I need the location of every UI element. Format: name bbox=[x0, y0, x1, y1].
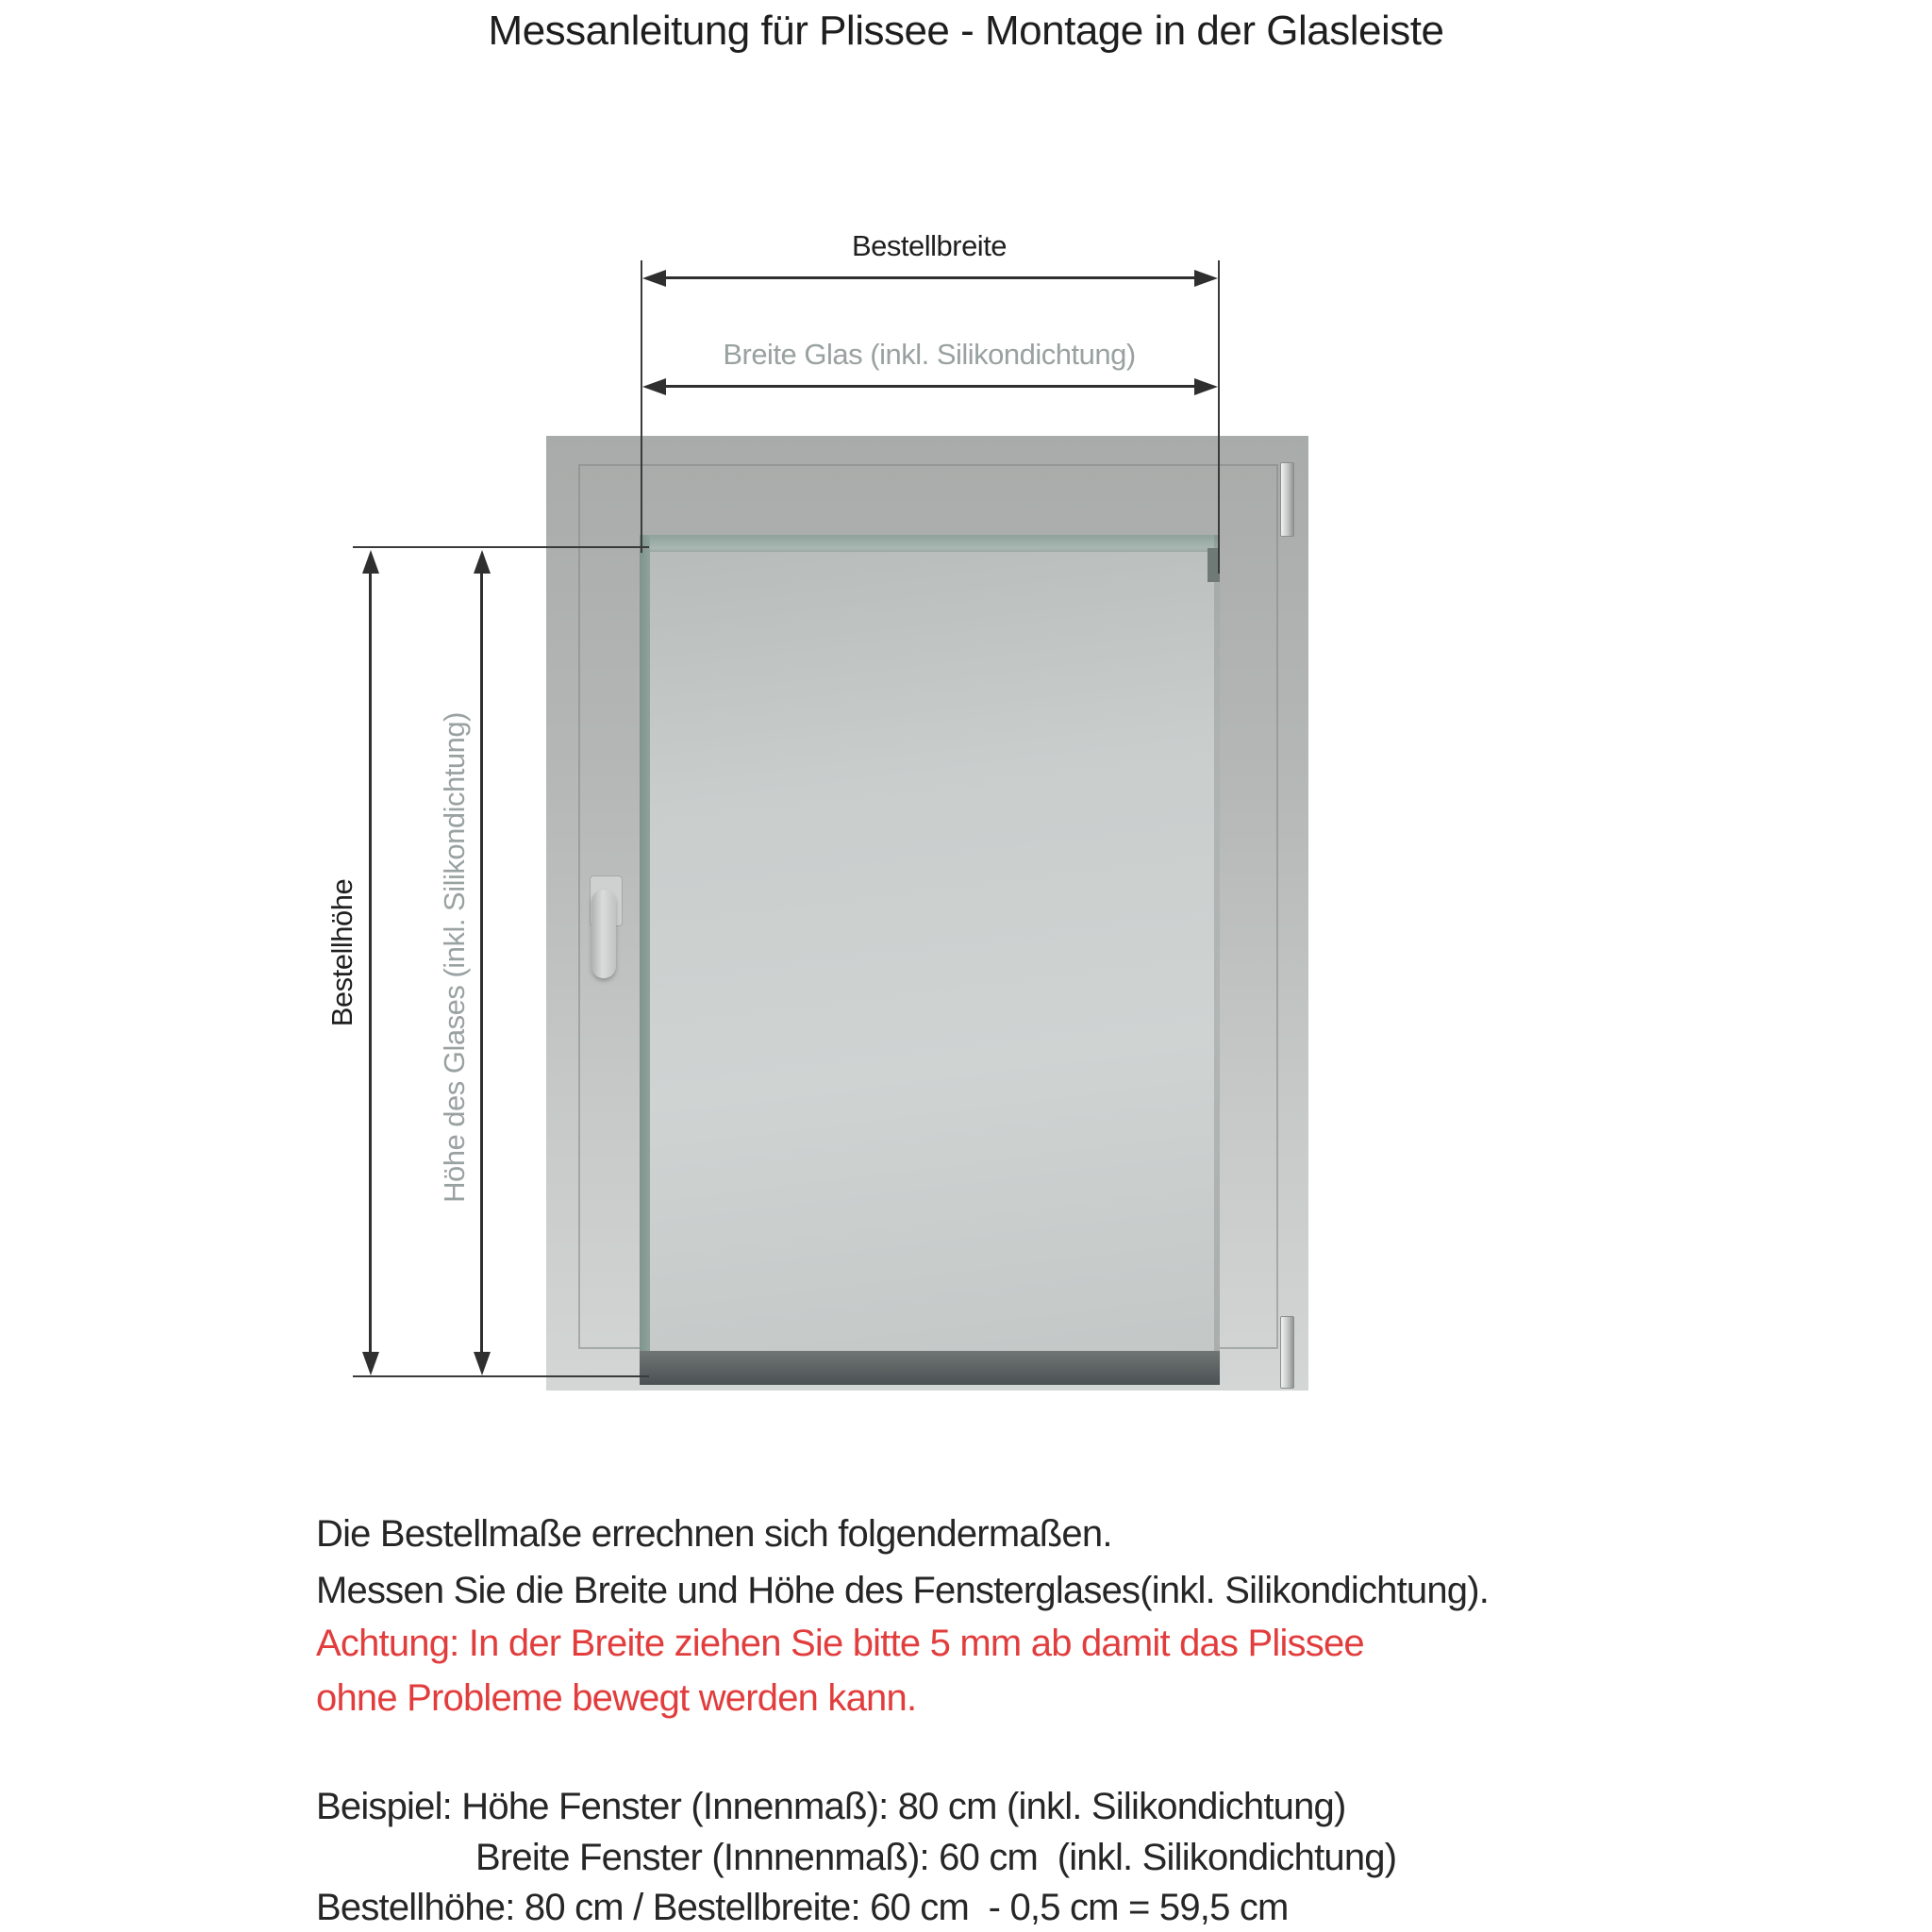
order-width-arrow bbox=[642, 269, 1218, 288]
glazing-bead-bottom bbox=[640, 1351, 1220, 1385]
arrow-head-right-icon bbox=[1194, 270, 1218, 287]
example-line-2: Breite Fenster (Innnenmaß): 60 cm (inkl. Silikondichtung) bbox=[475, 1837, 1397, 1878]
extension-line-bottom-horizontal bbox=[353, 1375, 649, 1377]
window-handle bbox=[591, 890, 616, 978]
glass-width-label: Breite Glas (inkl. Silikondichtung) bbox=[723, 338, 1136, 371]
glass-height-arrow bbox=[473, 550, 491, 1375]
glass-height-label: Höhe des Glases (inkl. Silikondichtung) bbox=[438, 712, 471, 1203]
extension-line-right-vertical bbox=[1218, 260, 1220, 574]
extension-line-left-vertical bbox=[641, 260, 642, 553]
window-glass bbox=[640, 535, 1220, 1385]
window-hinge-top bbox=[1280, 462, 1294, 537]
arrow-head-down-icon bbox=[362, 1352, 379, 1375]
glazing-bead-right bbox=[1214, 535, 1220, 1385]
arrow-head-right-icon bbox=[1194, 378, 1218, 395]
page-title: Messanleitung für Plissee - Montage in der Glasleiste bbox=[488, 8, 1444, 54]
warning-line-2: ohne Probleme bewegt werden kann. bbox=[316, 1677, 917, 1719]
window-hinge-bottom bbox=[1280, 1316, 1294, 1389]
glass-width-arrow bbox=[642, 377, 1218, 396]
window-frame bbox=[546, 436, 1308, 1391]
order-height-arrow bbox=[361, 550, 380, 1375]
arrow-head-down-icon bbox=[474, 1352, 491, 1375]
glazing-bead-top bbox=[640, 535, 1220, 552]
example-line-3: Bestellhöhe: 80 cm / Bestellbreite: 60 cm - 0,5 cm = 59,5 cm bbox=[316, 1887, 1289, 1928]
order-height-label: Bestellhöhe bbox=[325, 878, 358, 1027]
example-line-1: Beispiel: Höhe Fenster (Innenmaß): 80 cm (inkl. Silikondichtung) bbox=[316, 1786, 1346, 1827]
instruction-line-2: Messen Sie die Breite und Höhe des Fensterglases(inkl. Silikondichtung). bbox=[316, 1570, 1490, 1611]
glazing-bead-left bbox=[640, 535, 650, 1385]
warning-line-1: Achtung: In der Breite ziehen Sie bitte 5 mm ab damit das Plissee bbox=[316, 1623, 1364, 1664]
order-width-label: Bestellbreite bbox=[851, 229, 1008, 262]
extension-line-top-horizontal bbox=[353, 546, 649, 548]
instruction-line-1: Die Bestellmaße errechnen sich folgendermaßen. bbox=[316, 1513, 1112, 1555]
